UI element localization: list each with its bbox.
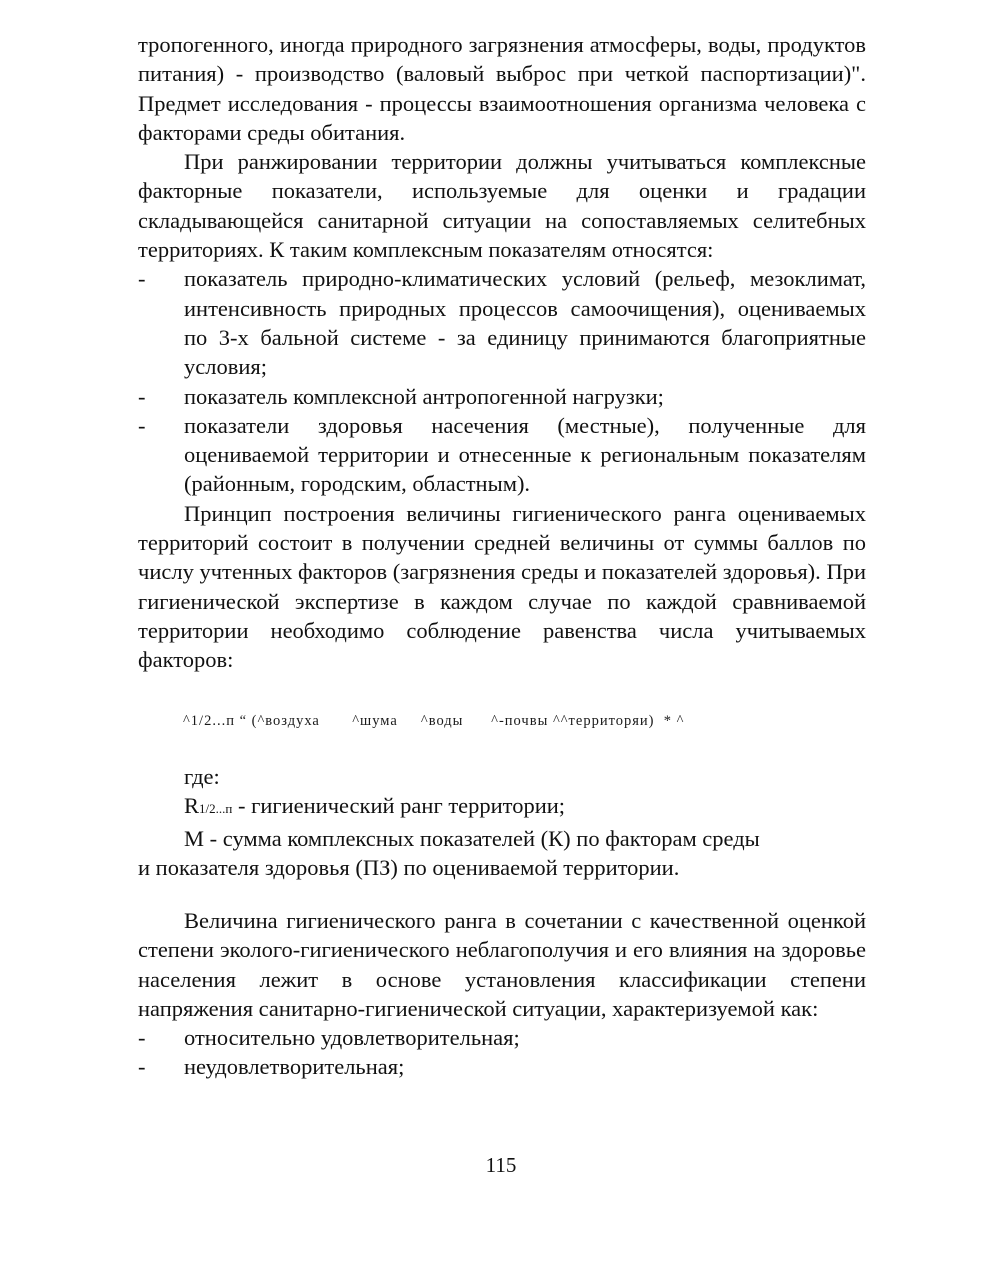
r-subscript: 1/2...п — [199, 801, 233, 817]
bullet-dash: - — [138, 383, 146, 409]
paragraph-principle: Принцип построения величины гигиенического ранга оцениваемых территорий состоит в получении средней величины от суммы баллов по числу учтенных факторов (загрязнения среды и показателей здоровья). При гигиенической экспертизе в каждом случае по каждой сравниваемой территории необходимо соблюдение равенства числа учитываемых факторов: — [138, 500, 866, 673]
main-text-block — [138, 30, 866, 675]
r-definition-text: - гигиенический ранг территории; — [232, 793, 566, 819]
bullet-dash: - — [138, 1054, 146, 1080]
paragraph-rank: Величина гигиенического ранга в сочетании с качественной оценкой степени эколого-гигиенического неблагополучия и его влияния на здоровье населения лежит в основе установления классификации степени напряжения санитарно-гигиенической ситуации, характеризуемой как: — [138, 908, 866, 1021]
list-item-text: относительно удовлетворительная; — [184, 1025, 520, 1051]
r-symbol: R — [184, 793, 200, 819]
definition-m-first-line: М - сумма комплексных показателей (К) по факторам среды — [184, 825, 760, 851]
paragraph-continuation: тропогенного, иногда природного загрязнения атмосферы, воды, продуктов питания) - производство (валовый выброс при четкой паспортизации)". Предмет исследования - процессы взаимоотношения организма человека с факторами среды обитания. — [138, 32, 866, 145]
paragraph-ranking: При ранжировании территории должны учитываться комплексные факторные показатели, используемые для оценки и градации складывающейся санитарной ситуации на сопоставляемых селитебных территориях. К таким комплексным показателям относятся: — [138, 149, 866, 263]
list-item-text: показатель природно-климатических условий (рельеф, мезоклимат, интенсивность природных процессов самоочищения), оцениваемых по 3-х бальной системе - за единицу принимаются благоприятные условия; — [184, 266, 866, 380]
rank-formula: ^1/2...п “ (^воздуха ^шума ^воды ^-почвы ^^территоряи) * ^ — [183, 713, 685, 729]
list-item — [138, 411, 866, 499]
definition-r — [138, 791, 866, 823]
where-label: где: — [184, 764, 220, 789]
classification-text-block — [138, 906, 866, 1082]
bullet-dash: - — [138, 266, 146, 292]
list-item — [138, 1023, 866, 1052]
list-item-text: показатели здоровья насечения (местные), полученные для оцениваемой территории и отнесенные к региональным показателям (районным, городским, областным). — [184, 412, 866, 497]
definition-m-second-line: и показателя здоровья (ПЗ) по оцениваемой территории. — [138, 854, 680, 880]
list-item — [138, 1052, 866, 1081]
list-item — [138, 264, 866, 381]
list-item-text: неудовлетворительная; — [184, 1054, 405, 1080]
list-item-text: показатель комплексной антропогенной нагрузки; — [184, 383, 664, 409]
list-item — [138, 382, 866, 411]
bullet-dash: - — [138, 1025, 146, 1051]
bullet-dash: - — [138, 412, 146, 438]
page-number: 115 — [485, 1153, 517, 1177]
formula-definitions — [138, 762, 866, 882]
